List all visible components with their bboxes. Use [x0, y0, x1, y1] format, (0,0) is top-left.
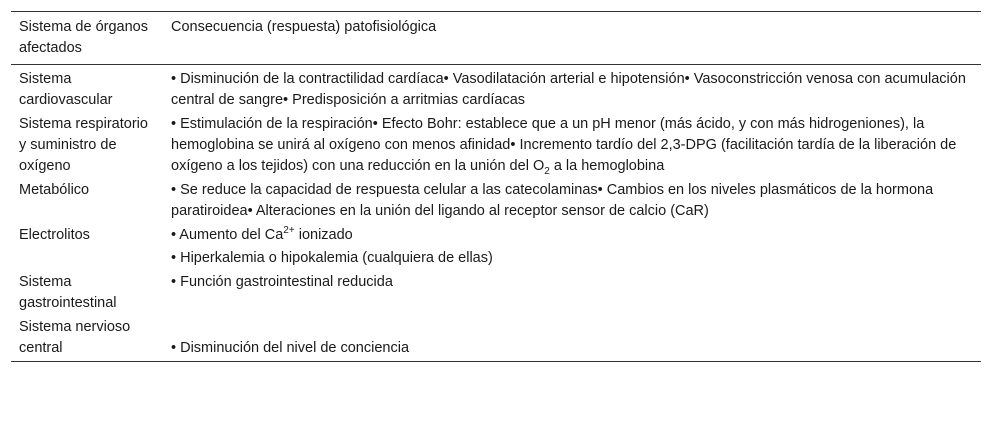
cell-system-electrolytes: Electrolitos: [19, 227, 90, 243]
electrolytes-line-2: • Hiperkalemia o hipokalemia (cualquiera de ellas): [171, 250, 493, 266]
cell-consequence-respiratory: [163, 113, 981, 179]
cell-system-cardiovascular: Sistema cardiovascular: [19, 71, 113, 108]
electrolytes-line-1-before: • Aumento del Ca: [171, 227, 284, 243]
cell-consequence-gastrointestinal: • Función gastrointestinal reducida: [171, 274, 393, 290]
table-row: [11, 179, 981, 224]
physiological-consequences-table-container: [11, 11, 981, 362]
cell-consequence-nervous: • Disminución del nivel de conciencia: [163, 316, 981, 362]
table-header: [11, 12, 981, 65]
header-consequence: Consecuencia (respuesta) patofisiológica: [163, 12, 981, 65]
cell-system-nervous: Sistema nervioso central: [11, 316, 163, 362]
cell-consequence-cardiovascular: • Disminución de la contractilidad cardíaca• Vasodilatación arterial e hipotensión• Vasoconstricción venosa con acumulación central de sangre• Predisposición a arritmias cardíacas: [171, 71, 966, 108]
table-row: [11, 113, 981, 179]
cell-system-respiratory: Sistema respiratorio y suministro de oxígeno: [19, 116, 148, 174]
cell-consequence-metabolic: • Se reduce la capacidad de respuesta celular a las catecolaminas• Cambios en los niveles plasmáticos de la hormona paratiroidea• Alteraciones en la unión del ligando al receptor sensor de calcio (CaR): [171, 182, 934, 219]
table-row: [11, 65, 981, 114]
respiratory-text-before: • Estimulación de la respiración• Efecto Bohr: establece que a un pH menor (más ácido, y con más hidrogeniones), la hemoglobina se unirá al oxígeno con menos afinidad• Incremento tardío del 2,3-DPG (facilitación tardía de la liberación de oxígeno a los tejidos) con una reducción en la unión del O: [171, 116, 957, 174]
cell-system-metabolic: Metabólico: [19, 182, 90, 198]
electrolytes-line-1: [171, 225, 973, 246]
table-row: [11, 224, 981, 271]
table-body: [11, 65, 981, 362]
header-organ-system: Sistema de órganos afectados: [11, 12, 163, 65]
cell-consequence-electrolytes: [163, 224, 981, 271]
electrolytes-line-1-after: ionizado: [294, 227, 353, 243]
physiological-consequences-table: [11, 11, 981, 362]
calcium-superscript: 2+: [283, 225, 295, 237]
table-row: [11, 271, 981, 316]
cell-system-gastrointestinal: Sistema gastrointestinal: [19, 274, 117, 311]
table-header-row: [11, 12, 981, 65]
oxygen-subscript: 2: [544, 165, 550, 177]
respiratory-text-after: a la hemoglobina: [549, 158, 665, 174]
table-row: [11, 316, 981, 362]
